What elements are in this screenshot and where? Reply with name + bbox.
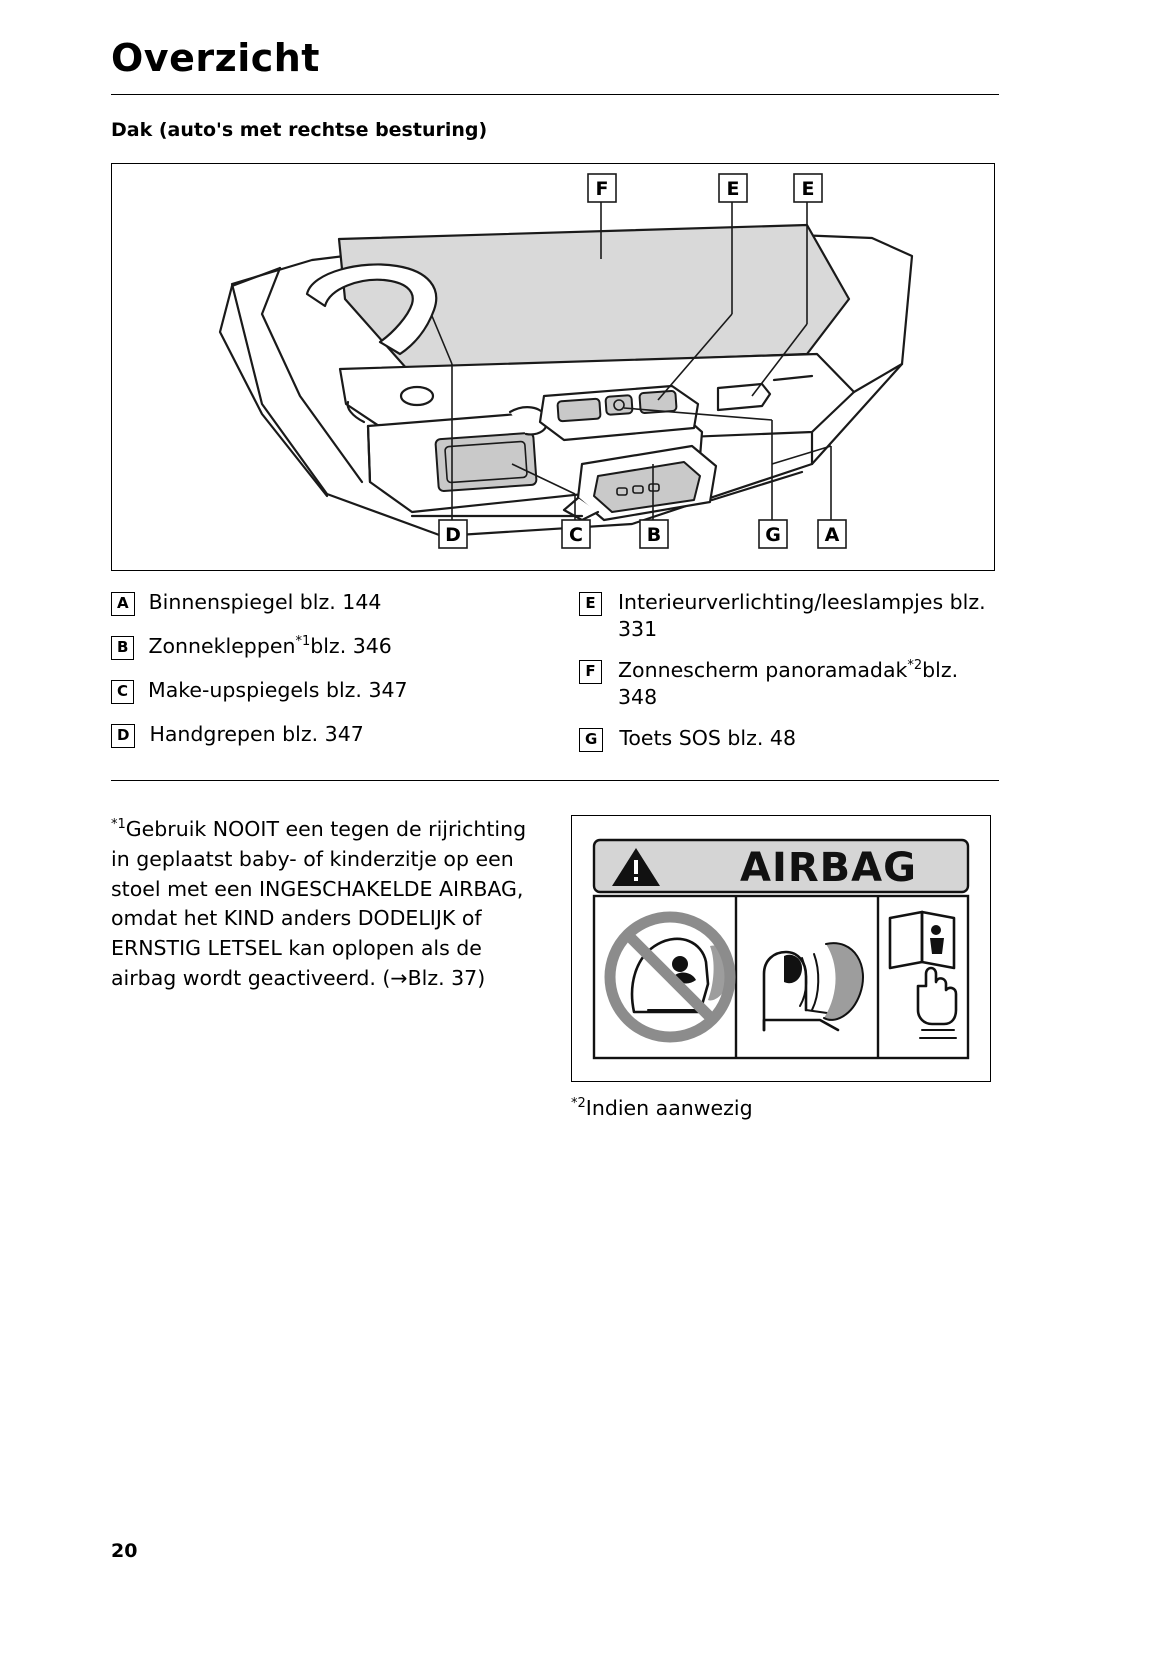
section-heading: Dak (auto's met rechtse besturing) — [111, 119, 488, 141]
legend-item-f — [579, 657, 999, 711]
footnote-1-marker: *1 — [111, 817, 126, 833]
legend-label-b-sup: *1 — [295, 634, 311, 650]
legend-item-b — [111, 633, 555, 660]
svg-text:G: G — [765, 524, 781, 546]
roof-diagram-svg — [112, 164, 994, 569]
legend-label-e: Interieurverlichting/leeslampjes blz. 331 — [618, 590, 986, 642]
page-content — [111, 0, 999, 1120]
legend-column-right — [555, 589, 999, 766]
callout-D-bottom — [439, 520, 467, 548]
svg-text:D: D — [445, 524, 461, 546]
legend-label-d: Handgrepen blz. 347 — [149, 722, 364, 747]
callout-C-bottom — [562, 520, 590, 548]
legend-item-g — [579, 725, 999, 752]
legend-label-f-page: blz. 348 — [618, 658, 959, 710]
legend-tag-c: C — [111, 680, 134, 704]
airbag-label-svg — [588, 834, 974, 1064]
no-rear-facing-child-seat-icon — [610, 917, 731, 1037]
legend-tag-d: D — [111, 724, 135, 748]
legend — [111, 589, 999, 766]
callout-G-bottom — [759, 520, 787, 548]
legend-tag-g: G — [579, 728, 603, 752]
seat-airbag-deploy-icon — [764, 943, 863, 1030]
footnote-2 — [571, 1096, 985, 1120]
callout-A-bottom — [818, 520, 846, 548]
svg-text:B: B — [646, 524, 662, 546]
page-number: 20 — [111, 1540, 138, 1562]
legend-tag-f: F — [579, 660, 602, 684]
legend-item-d — [111, 721, 555, 748]
footnote-1 — [111, 815, 541, 1120]
legend-label-b-page: blz. 346 — [310, 634, 392, 659]
footnote-area — [111, 815, 999, 1120]
svg-text:F: F — [595, 178, 609, 200]
airbag-title-text: AIRBAG — [740, 845, 917, 892]
svg-text:C: C — [569, 524, 583, 546]
legend-column-left — [111, 589, 555, 766]
legend-label-f-main: Zonnescherm panoramadak — [618, 658, 908, 683]
legend-tag-a: A — [111, 592, 135, 616]
title-divider — [111, 94, 999, 95]
svg-text:A: A — [824, 524, 840, 546]
airbag-label-area — [541, 815, 985, 1120]
svg-text:E: E — [801, 178, 815, 200]
legend-label-a: Binnenspiegel blz. 144 — [148, 590, 382, 614]
legend-label-g: Toets SOS blz. 48 — [619, 726, 797, 751]
legend-divider — [111, 780, 999, 781]
read-manual-hand-icon — [890, 912, 956, 1038]
legend-label-c: Make-upspiegels blz. 347 — [148, 678, 408, 703]
callout-F-top — [588, 174, 616, 202]
callout-B-bottom — [640, 520, 668, 548]
svg-text:E: E — [726, 178, 740, 200]
legend-label-f-sup: *2 — [907, 658, 923, 674]
callout-E-top-right — [794, 174, 822, 202]
legend-item-e — [579, 589, 999, 643]
footnote-1-text: Gebruik NOOIT een tegen de rijrichting in geplaatst baby- of kinderzitje op een stoel met een INGESCHAKELDE AIRBAG, omdat het KIND anders DODELIJK of ERNSTIG LETSEL kan oplopen als de airbag wordt geactiveerd. (→Blz. 37) — [111, 817, 527, 990]
footnote-2-text: Indien aanwezig — [585, 1096, 753, 1121]
legend-tag-e: E — [579, 592, 602, 616]
legend-tag-b: B — [111, 636, 134, 660]
footnote-2-marker: *2 — [571, 1096, 586, 1112]
roof-diagram-figure — [111, 163, 995, 571]
legend-label-b-main: Zonnekleppen — [148, 634, 296, 659]
legend-label-f — [618, 657, 999, 711]
page-title: Overzicht — [111, 36, 320, 80]
callout-E-top-left — [719, 174, 747, 202]
legend-label-b — [148, 633, 391, 660]
legend-item-c — [111, 677, 555, 704]
airbag-warning-label — [571, 815, 991, 1082]
legend-item-a — [111, 589, 555, 616]
